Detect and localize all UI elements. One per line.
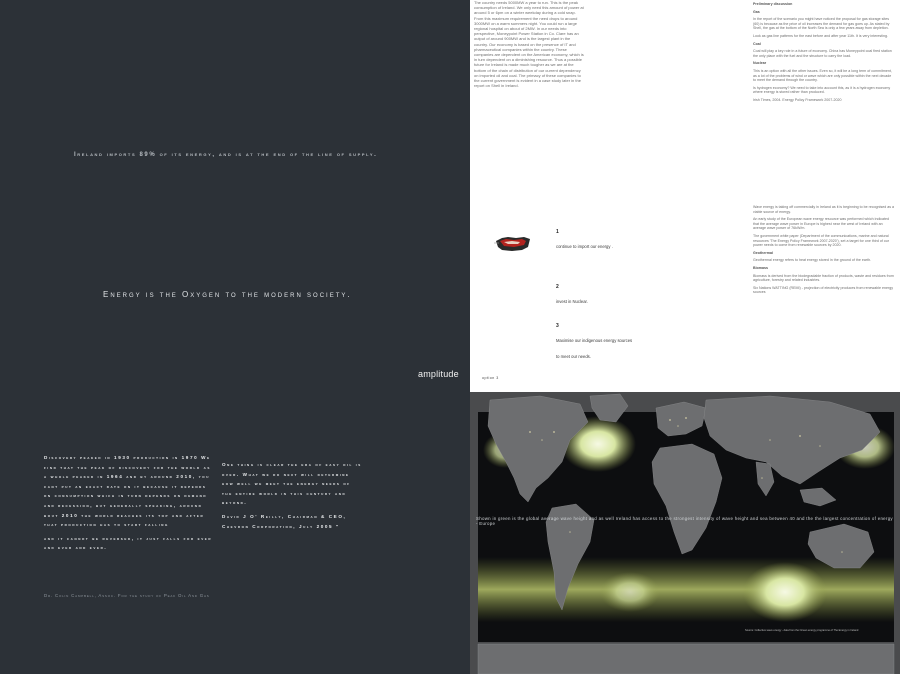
oreilly-quote [222,460,362,535]
option-label: continue to import our energy . [556,244,613,249]
document-page [470,0,900,392]
gas-paragraph: Look as gas line patterns for the east before and after year 11th. It is very interesting. [753,33,888,38]
oreilly-citation: David J O' Reilly, Chairman & CEO, Chevron Corporation, July 2005 " [222,513,347,529]
world-wave-map [470,392,900,674]
discussion-column [753,2,893,106]
campbell-quote [44,453,214,557]
section-heading-biomass: Biomass [753,265,768,270]
oreilly-paragraph: One thing is clear the era of easy oil is over. What we do next will determine how well we meet the energy needs of the entire world in this century and beyond. [222,462,362,506]
option-number: 3 [556,323,559,329]
oxygen-quote: Energy is the Oxygen to the modern society. [103,290,352,299]
import-quote: Ireland imports 89% of its energy, and is at the end of the line of supply. [74,152,378,158]
section-heading-geothermal: Geothermal [753,250,773,255]
map-credit: Source: Collective wave energy - data from the Ocean energy programme of The Energy in Ireland [745,629,859,632]
campbell-paragraph: Discovery peaked in 1930 production in 1970 We find that the peak of discovery for the world as a whole peaked in 1964 and by around 2010, you cant put an exact date on it because it depends on consumption which in turn depends on demand and recession, but generally speaking, around bout 2010 the world reaches its top and after that production has to start falling [44,455,211,528]
option-1 [556,229,613,249]
geothermal-paragraph: Geothermal energy refers to heat energy stored in the ground of the earth. [753,258,872,263]
nuclear-paragraph: This is an option with all the other issues. Even so, it will be a long term of commitment, as a lot of the problems of wind or wave which are only possible within the next decade to meet the demand through the country. [753,68,892,83]
section-heading-gas: Gas [753,9,760,14]
option-3 [556,323,632,359]
discussion-heading: Preliminary discussion [753,2,793,6]
option-tag: option 3 [482,376,499,380]
option-label: Maximise our indigenous energy sources [556,338,633,343]
biomass-paragraph: Biomass is derived from the biodegradable fraction of products, waste and residues from agriculture, forestry and related industries. [753,273,894,283]
policy-paragraph: The government white paper (Department of the communications, marine and natural resources 'The Energy Policy Framework 2007-2020'), set a target for one third of our power needs to come from renewable sources by 2020. [753,233,890,248]
map-caption: Shown in green is the global average wave height and as well Ireland has access to the strongest intensity of wave height and sea between 40 and the the largest concentration of energy - Europe [476,516,893,526]
option-2 [556,284,588,304]
brand-label: amplitude [418,369,459,379]
campbell-paragraph: and it cannot be reversed, it just falls for ever and ever and ever. [44,535,213,551]
gas-paragraph: In the report of the scenario you might have noticed the proposal for gas storage sites (60) is because as the price of oil increases the demand for gas goes up. As stated by Shell, the gas at the bottom of the North Sea is only a few years away from depletion. [753,17,890,31]
option-label: invest in Nuclear. [556,299,588,304]
section-heading-coal: Coal [753,41,761,46]
wave-paragraph: Wave energy is taking off commercially in Ireland as it is beginning to be recognised as a viable source of energy. [753,205,895,214]
reference-note: Irish Times, 2004. Energy Policy Framework 2007-2020 [753,97,842,102]
wave-paragraph: An early study of the European wave energy resource was performed which indicated that the average wave power in Europe is highest near the west of Ireland with an average wave power of 76kW/m. [753,217,890,231]
reference-note: Six Nations WATTING (REMI) - projection of electricity produces from renewable energy sources [753,285,894,295]
option-number: 1 [556,229,559,235]
hydrogen-paragraph: Is hydrogen economy? We need to take into account this, as it is a hydrogen economy where energy is stored rather than produced. [753,85,891,95]
section-heading-nuclear: Nuclear [753,61,767,66]
coal-paragraph: Coal will play a key role in a future of economy. China has Moneypoint coal fired station the only place with the fuel and the structure to carry the load. [753,49,892,58]
option-number: 2 [556,284,559,290]
ireland-wave-thumbnail [492,229,534,255]
option-tail: to meet our needs. [556,354,591,359]
campbell-citation: Dr. Colin Campbell, Assoc. For the study of Peak Oil And Gas [44,593,210,598]
renewables-column [753,205,895,298]
intro-text: The country needs 5000MW a year to run. This is the peak consumption of Ireland. We only need this amount of power at around 5 or 6pm on a winter weekday during a cold snap. From this maximum requirement the need drops to around 3000MW on a warm summers night. You could run a large regional hospital on about of 2MW. In our needs into perspective, Moneypoint Power Station in Co. Clare has an output of around 900MW and is the largest plant in the country. Our economy is based on the presence of IT and pharmaceutical companies within the country. These companies are dependent on the American economy, which is in turn dependent on a diminishing resource. Thus a possible future for Ireland is made much tougher as we are at the bottom of the chain of distribution of our current dependency on imported oil and coal. The primacy of these companies to the current government is evident in a case study later in the report on Shell in Ireland. [474,0,584,89]
